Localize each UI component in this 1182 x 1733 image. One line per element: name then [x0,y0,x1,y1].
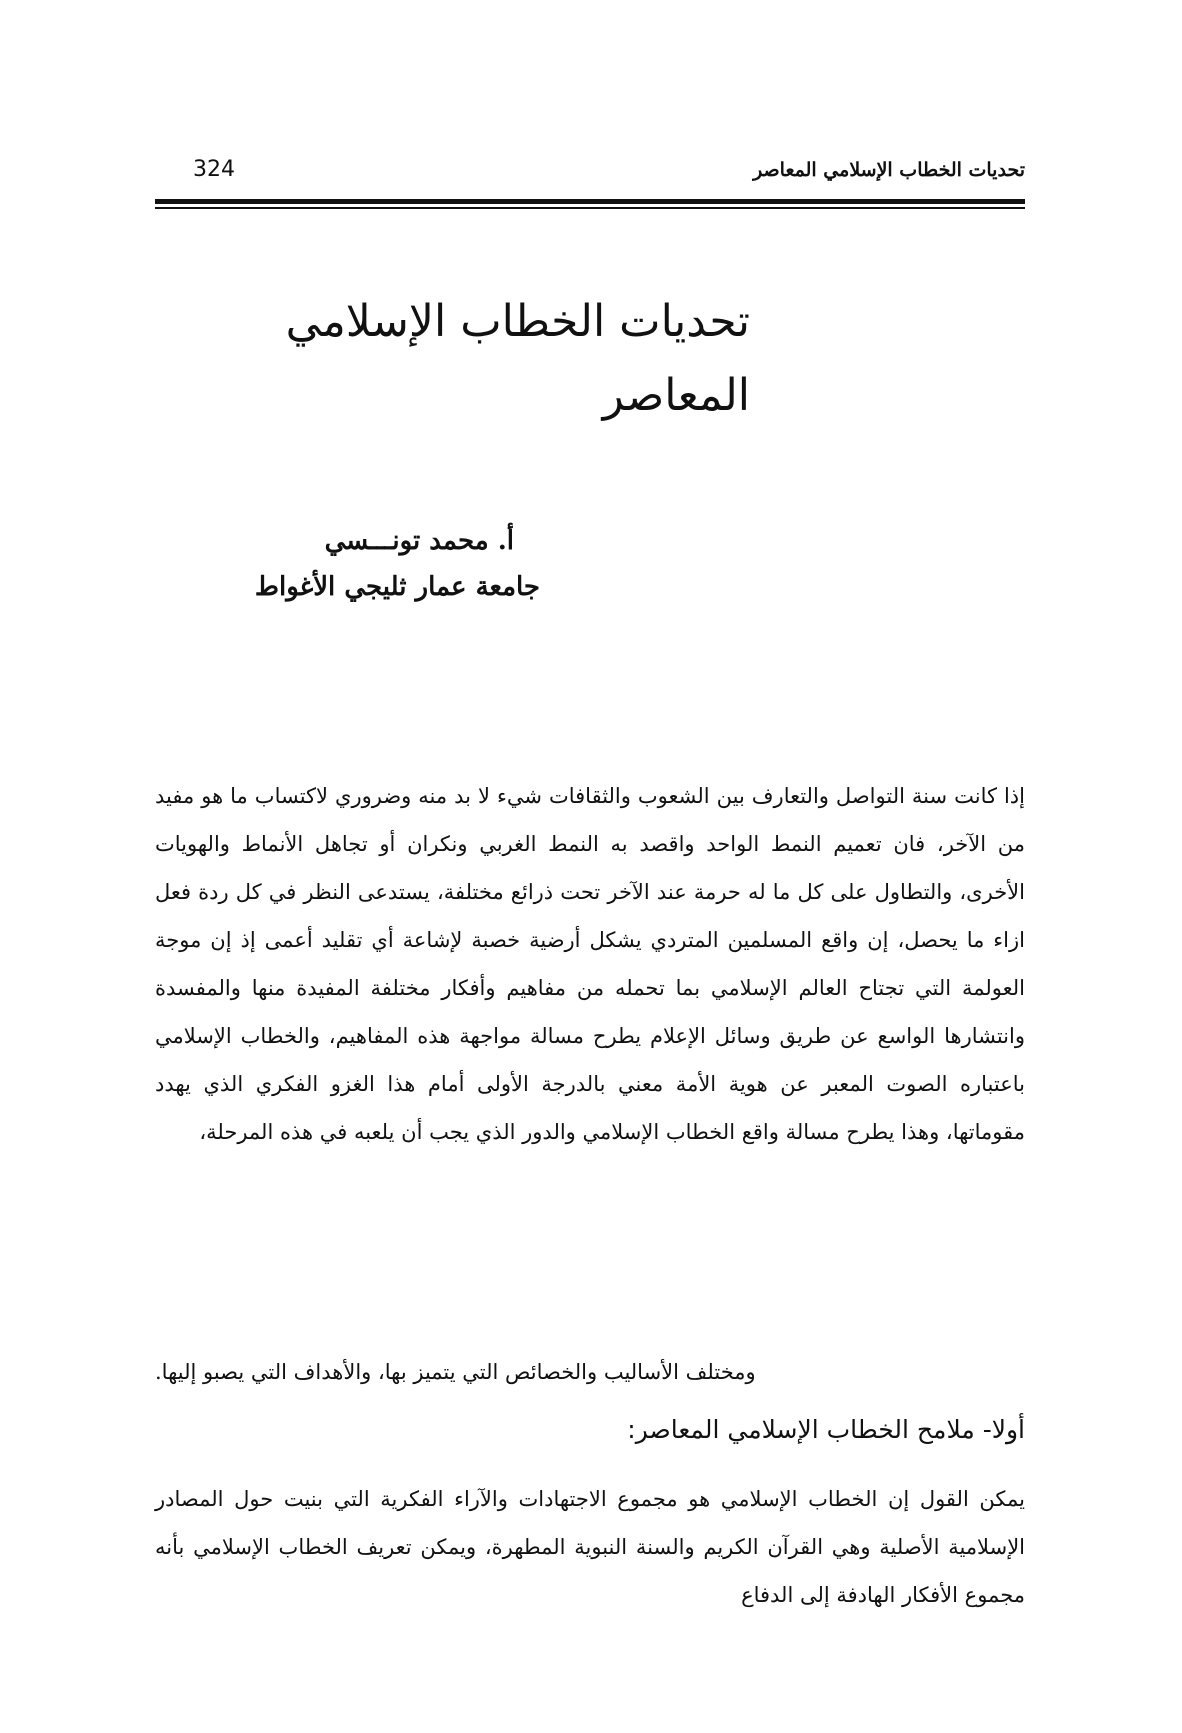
page-number: 324 [193,157,235,182]
author-name: أ. محمد تونـــسي [324,526,514,556]
article-title: تحديات الخطاب الإسلامي المعاصر [285,296,750,421]
author-block [170,520,540,612]
author-affiliation: جامعة عمار ثليجي الأغواط [254,572,540,602]
body-paragraph-2: يمكن القول إن الخطاب الإسلامي هو مجموع الاجتهادات والآراء الفكرية التي بنيت حول المصادر الإسلامية الأصلية وهي القرآن الكريم والسنة النبوية المطهرة، ويمكن تعريف الخطاب الإسلامي بأنه مجموع الأفكار الهادفة إلى الدفاع [155,1487,1025,1607]
running-title: تحديات الخطاب الإسلامي المعاصر [753,159,1025,181]
body-paragraph-1-final-line: ومختلف الأساليب والخصائص التي يتميز بها، والأهداف التي يصبو إليها. [155,1360,756,1384]
body-paragraph-1: إذا كانت سنة التواصل والتعارف بين الشعوب والثقافات شيء لا بد منه وضروري لاكتساب ما هو مفيد من الآخر، فان تعميم النمط الواحد واقصد به النمط الغربي ونكران أو تجاهل الأنماط والهويات الأخرى، والتطاول على كل ما له حرمة عند الآخر تحت ذرائع مختلفة، يستدعى النظر في كل ردة فعل ازاء ما يحصل، إن واقع المسلمين المتردي يشكل أرضية خصبة لإشاعة أي تقليد أعمى إذ إن موجة العولمة التي تجتاح العالم الإسلامي بما تحمله من مفاهيم وأفكار مختلفة المفيدة منها والمفسدة وانتشارها الواسع عن طريق وسائل الإعلام يطرح مسالة مواجهة هذه المفاهيم، والخطاب الإسلامي باعتباره الصوت المعبر عن هوية الأمة معني بالدرجة الأولى أمام هذا الغزو الفكري الذي يهدد مقوماتها، وهذا يطرح مسالة واقع الخطاب الإسلامي والدور الذي يجب أن يلعبه في هذه المرحلة، [155,784,1025,1144]
header-rule-thick [155,199,1025,204]
running-header [155,155,1025,195]
header-rule-thin [155,207,1025,209]
section-heading: أولا- ملامح الخطاب الإسلامي المعاصر: [627,1415,1025,1444]
